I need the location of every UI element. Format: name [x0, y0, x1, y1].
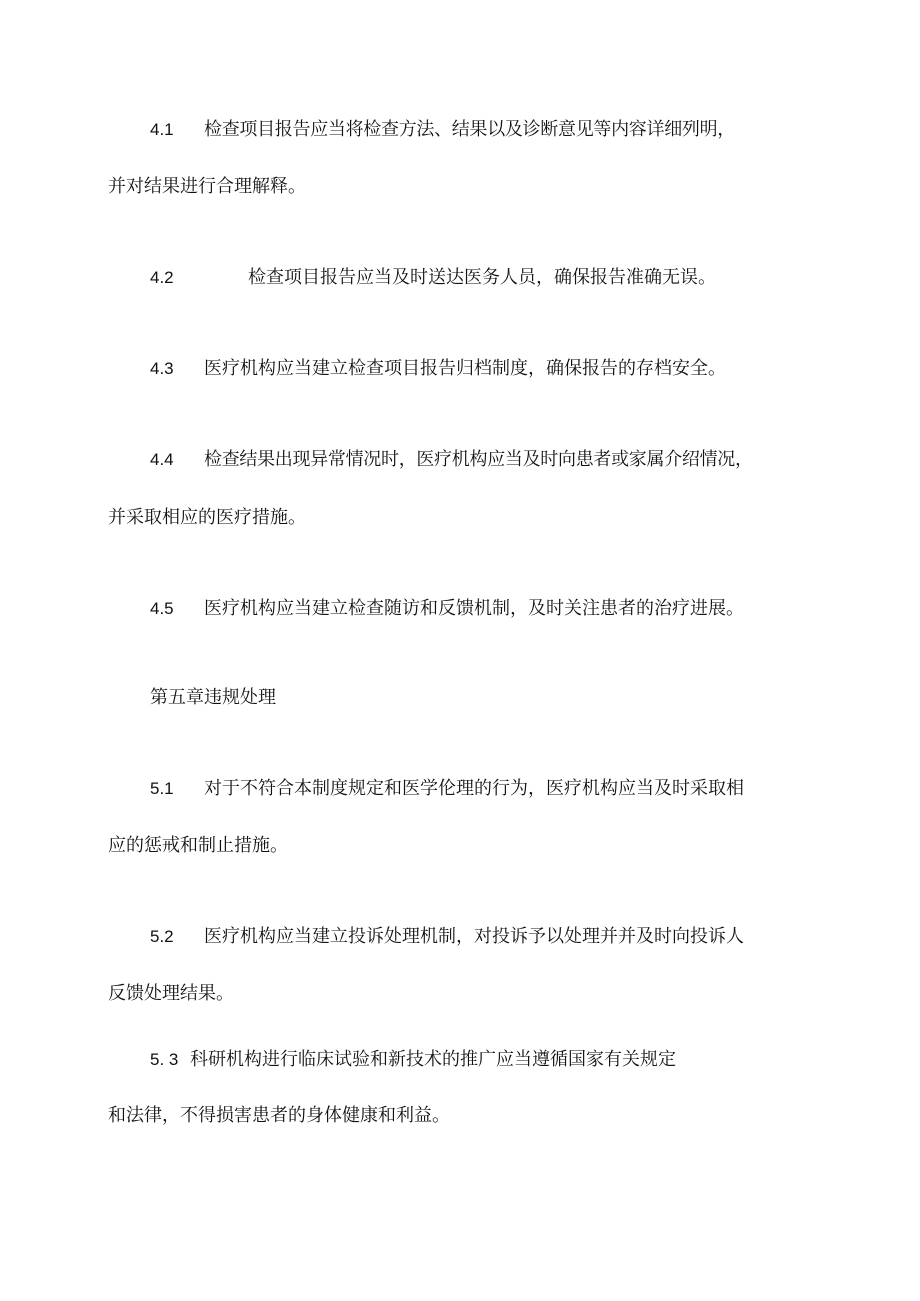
item-5-2-line-1: 医疗机构应当建立投诉处理机制，对投诉予以处理并并及时向投诉人	[204, 926, 744, 947]
item-number-5-3: 5. 3	[150, 1050, 179, 1069]
item-5-1-line-2: 应的惩戒和制止措施。	[108, 835, 288, 856]
item-4-5-line-1: 医疗机构应当建立检查随访和反馈机制，及时关注患者的治疗进展。	[204, 598, 744, 619]
item-number-5-2: 5.2	[150, 927, 174, 946]
item-5-1-line-1: 对于不符合本制度规定和医学伦理的行为，医疗机构应当及时采取相	[204, 778, 744, 799]
item-5-3-line-1: 科研机构进行临床试验和新技术的推广应当遵循国家有关规定	[190, 1049, 676, 1070]
item-5-2-line-2: 反馈处理结果。	[108, 983, 234, 1004]
item-number-4-4: 4.4	[150, 450, 174, 469]
item-4-4-line-1: 检查结果出现异常情况时，医疗机构应当及时向患者或家属介绍情况，	[204, 449, 753, 470]
item-number-4-1: 4.1	[150, 120, 174, 139]
item-number-4-5: 4.5	[150, 599, 174, 618]
item-4-2-line-1: 检查项目报告应当及时送达医务人员，确保报告准确无误。	[248, 267, 716, 288]
item-4-1-line-2: 并对结果进行合理解释。	[108, 176, 306, 197]
item-number-5-1: 5.1	[150, 779, 174, 798]
item-4-1-line-1: 检查项目报告应当将检查方法、结果以及诊断意见等内容详细列明，	[204, 119, 735, 140]
item-number-4-3: 4.3	[150, 359, 174, 378]
item-number-4-2: 4.2	[150, 268, 174, 287]
chapter-heading: 第五章违规处理	[150, 687, 276, 708]
item-5-3-line-2: 和法律，不得损害患者的身体健康和利益。	[108, 1105, 450, 1126]
item-4-4-line-2: 并采取相应的医疗措施。	[108, 507, 306, 528]
item-4-3-line-1: 医疗机构应当建立检查项目报告归档制度，确保报告的存档安全。	[204, 358, 726, 379]
